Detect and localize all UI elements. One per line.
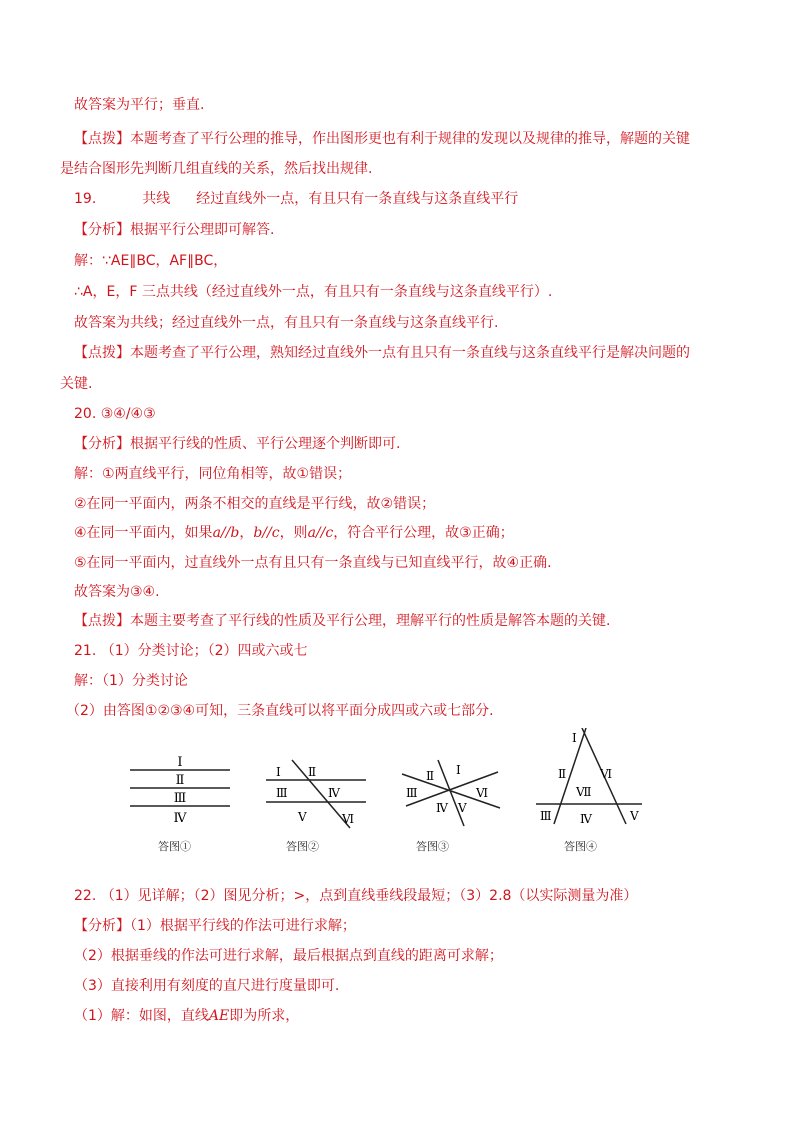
region-label: Ⅱ — [426, 769, 435, 783]
answer-line: 故答案为③④. — [74, 584, 160, 600]
figure-2 — [258, 728, 378, 858]
solution-line: ⑤在同一平面内，过直线外一点有且只有一条直线与已知直线平行，故④正确. — [74, 555, 552, 571]
q22-answer: 22. （1）见详解；（2）图见分析；>，点到直线垂线段最短；（3）2.8（以实际测量为准） — [74, 888, 638, 904]
answer-line: 故答案为共线；经过直线外一点，有且只有一条直线与这条直线平行. — [74, 315, 499, 331]
region-label: Ⅰ — [572, 731, 577, 745]
figure-caption: 答图③ — [416, 840, 449, 853]
figure-1-diagram — [120, 728, 240, 838]
remark-line-cont: 是结合图形先判断几组直线的关系，然后找出规律. — [60, 161, 373, 177]
answer-figures — [120, 728, 680, 858]
region-label: Ⅵ — [600, 767, 613, 781]
analysis-line: 【分析】根据平行线的性质、平行公理逐个判断即可. — [74, 436, 401, 452]
remark-line-cont: 关键. — [60, 376, 93, 392]
analysis-line: 【分析】（1）根据平行线的作法可进行求解； — [74, 918, 356, 934]
figure-3 — [392, 728, 512, 858]
region-label: Ⅲ — [406, 786, 418, 800]
region-label: Ⅱ — [558, 767, 567, 781]
region-label: Ⅲ — [276, 786, 288, 800]
region-label: Ⅴ — [298, 810, 307, 824]
analysis-line: （3）直接利用有刻度的直尺进行度量即可. — [74, 978, 340, 994]
solution-line: ②在同一平面内，两条不相交的直线是平行线，故②错误； — [74, 496, 436, 512]
q21-answer: 21. （1）分类讨论；（2）四或六或七 — [74, 643, 308, 659]
figure-1 — [120, 728, 240, 858]
analysis-line: 【分析】根据平行公理即可解答. — [74, 222, 275, 238]
q20-answer: 20. ③④/④③ — [74, 406, 156, 422]
remark-line: 【点拨】本题主要考查了平行线的性质及平行公理，理解平行的性质是解答本题的关键. — [74, 613, 611, 629]
region-label: Ⅵ — [476, 786, 489, 800]
region-label: Ⅲ — [540, 809, 552, 823]
solution-line: 解：（1）分类讨论 — [74, 673, 188, 689]
region-label: Ⅱ — [308, 765, 317, 779]
region-label: Ⅳ — [328, 786, 340, 800]
region-label: Ⅳ — [436, 801, 448, 815]
solution-line: 解：①两直线平行，同位角相等，故①错误； — [74, 466, 352, 482]
region-label: Ⅴ — [630, 809, 639, 823]
answer-line: 故答案为平行；垂直. — [74, 97, 205, 113]
figure-4 — [530, 728, 660, 858]
region-label: Ⅶ — [576, 785, 592, 799]
figure-caption: 答图① — [158, 840, 191, 853]
region-label: Ⅳ — [173, 811, 187, 826]
remark-line: 【点拨】本题考查了平行公理的推导，作出图形更也有利于规律的发现以及规律的推导，解题的关键 — [74, 131, 690, 147]
region-label: Ⅱ — [175, 773, 185, 788]
solution-line: （2）由答图①②③④可知，三条直线可以将平面分成四或六或七部分. — [66, 703, 494, 719]
q19-answer: 19. 共线 经过直线外一点，有且只有一条直线与这条直线平行 — [74, 191, 519, 207]
figure-caption: 答图② — [286, 840, 319, 853]
analysis-line: （2）根据垂线的作法可进行求解，最后根据点到直线的距离可求解； — [74, 948, 503, 964]
figure-caption: 答图④ — [564, 840, 597, 853]
region-label: Ⅴ — [458, 801, 467, 815]
solution-line: ∴A，E，F 三点共线（经过直线外一点，有且只有一条直线与这条直线平行）. — [74, 284, 553, 300]
region-label: Ⅰ — [177, 755, 183, 770]
region-label: Ⅰ — [456, 763, 461, 777]
solution-line: 解：∵AE∥BC，AF∥BC， — [74, 253, 228, 269]
region-label: Ⅲ — [173, 791, 187, 806]
solution-line: ④在同一平面内，如果a//b，b//c，则a//c，符合平行公理，故③正确； — [74, 525, 514, 541]
figure-4-diagram — [530, 728, 660, 838]
figure-3-diagram — [392, 728, 512, 838]
figure-2-diagram — [258, 728, 378, 838]
region-label: Ⅵ — [342, 812, 355, 826]
remark-line: 【点拨】本题考查了平行公理，熟知经过直线外一点有且只有一条直线与这条直线平行是解决问题的 — [74, 345, 690, 361]
solution-line: （1）解：如图，直线AE即为所求， — [74, 1008, 300, 1024]
region-label: Ⅳ — [580, 812, 592, 826]
region-label: Ⅰ — [276, 765, 281, 779]
